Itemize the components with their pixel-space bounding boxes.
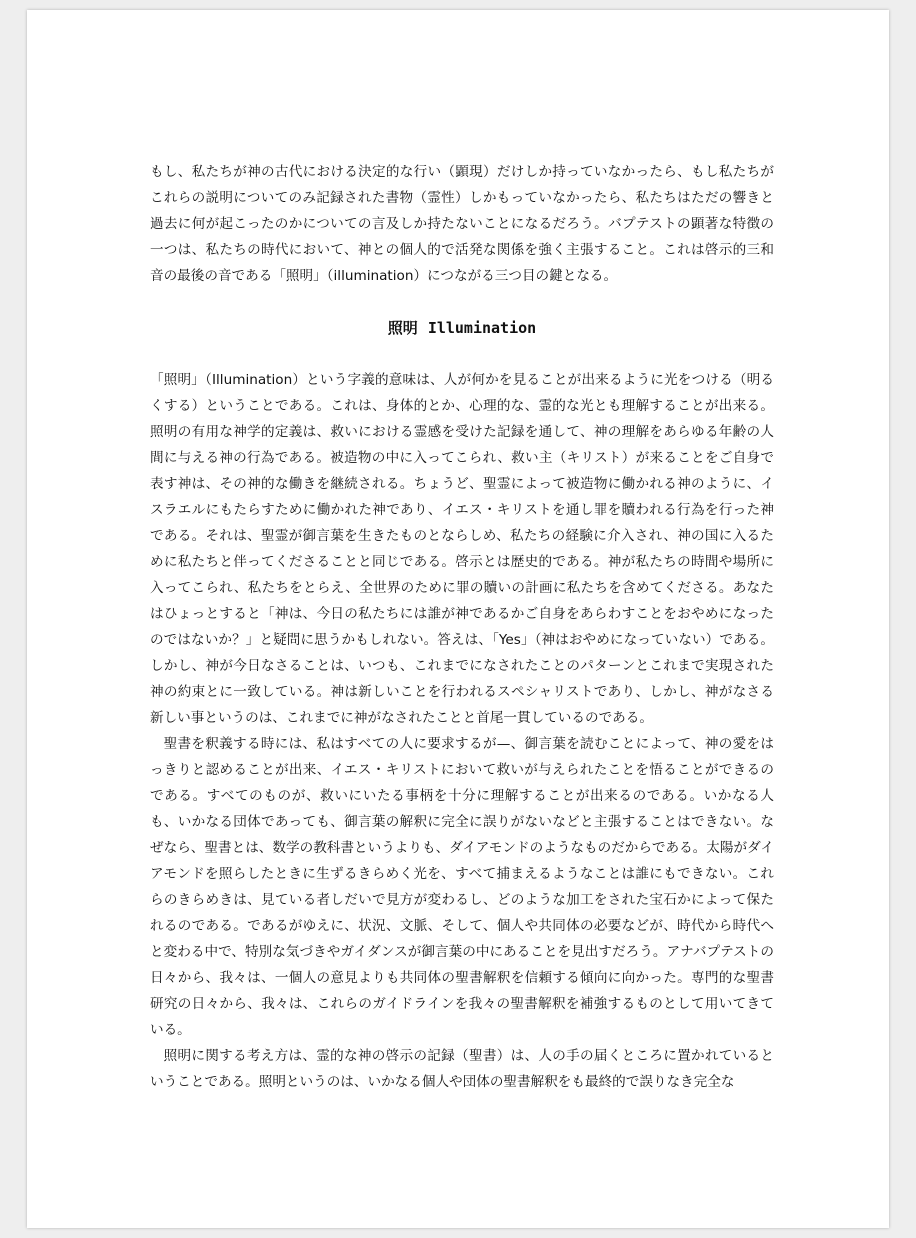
page-content: [150, 159, 774, 1095]
section-heading: [150, 315, 774, 341]
heading-english: Illumination: [427, 319, 537, 337]
heading-japanese: 照明: [387, 319, 418, 337]
document-page: [27, 10, 889, 1228]
paragraph-definition: 「照明」（Illumination）という字義的意味は、人が何かを見ることが出来るように光をつける（明るくする）ということである。これは、身体的とか、心理的な、霊的な光とも理解することが出来る。照明の有用な神学的定義は、救いにおける霊感を受けた記録を通して、神の理解をあらゆる年齢の人間に与える神の行為である。被造物の中に入ってこられ、救い主（キリスト）が来ることをご自身で表す神は、その神的な働きを継続される。ちょうど、聖霊によって被造物に働かれる神のように、イスラエルにもたらすために働かれた神であり、イエス・キリストを通し罪を贖われる行為を行った神である。それは、聖霊が御言葉を生きたものとならしめ、私たちの経験に介入され、神の国に入るために私たちと伴ってくださることと同じである。啓示とは歴史的である。神が私たちの時間や場所に入ってこられ、私たちをとらえ、全世界のために罪の贖いの計画に私たちを含めてくださる。あなたはひょっとすると「神は、今日の私たちには誰が神であるかご自身をあらわすことをおやめになったのではないか？」と疑問に思うかもしれない。答えは、「Yes」（神はおやめになっていない）である。しかし、神が今日なさることは、いつも、これまでになされたことのパターンとこれまで実現された神の約束とに一致している。神は新しいことを行われるスペシャリストであり、しかし、神がなさる新しい事というのは、これまでに神がなされたことと首尾一貫しているのである。: [150, 372, 774, 726]
paragraph-exegesis: 聖書を釈義する時には、私はすべての人に要求するが—、御言葉を読むことによって、神の愛をはっきりと認めることが出来、イエス・キリストにおいて救いが与えられたことを悟ることができるのである。すべてのものが、救いにいたる事柄を十分に理解することが出来るのである。いかなる人も、いかなる団体であっても、御言葉の解釈に完全に誤りがないなどと主張することはできない。なぜなら、聖書とは、数学の教科書というよりも、ダイアモンドのようなものだからである。太陽がダイアモンドを照らしたときに生ずるきらめく光を、すべて捕まえるようなことは誰にもできない。これらのきらめきは、見ている者しだいで見方が変わるし、どのような加工をされた宝石かによって保たれるのである。であるがゆえに、状況、文脈、そして、個人や共同体の必要などが、時代から時代へと変わる中で、特別な気づきやガイダンスが御言葉の中にあることを見出すだろう。アナバプテストの日々から、我々は、一個人の意見よりも共同体の聖書解釈を信頼する傾向に向かった。専門的な聖書研究の日々から、我々は、これらのガイドラインを我々の聖書解釈を補強するものとして用いてきている。: [150, 736, 774, 1038]
paragraph-illumination-concept: 照明に関する考え方は、霊的な神の啓示の記録（聖書）は、人の手の届くところに置かれているということである。照明というのは、いかなる個人や団体の聖書解釈をも最終的で誤りなき完全な: [150, 1048, 774, 1090]
paragraph-intro: もし、私たちが神の古代における決定的な行い（顕現）だけしか持っていなかったら、もし私たちがこれらの説明についてのみ記録された書物（霊性）しかもっていなかったら、私たちはただの響きと過去に何が起こったのかについての言及しか持たないことになるだろう。バプテストの顕著な特徴の一つは、私たちの時代において、神との個人的で活発な関係を強く主張すること。これは啓示的三和音の最後の音である「照明」（illumination）につながる三つ目の鍵となる。: [150, 164, 774, 284]
